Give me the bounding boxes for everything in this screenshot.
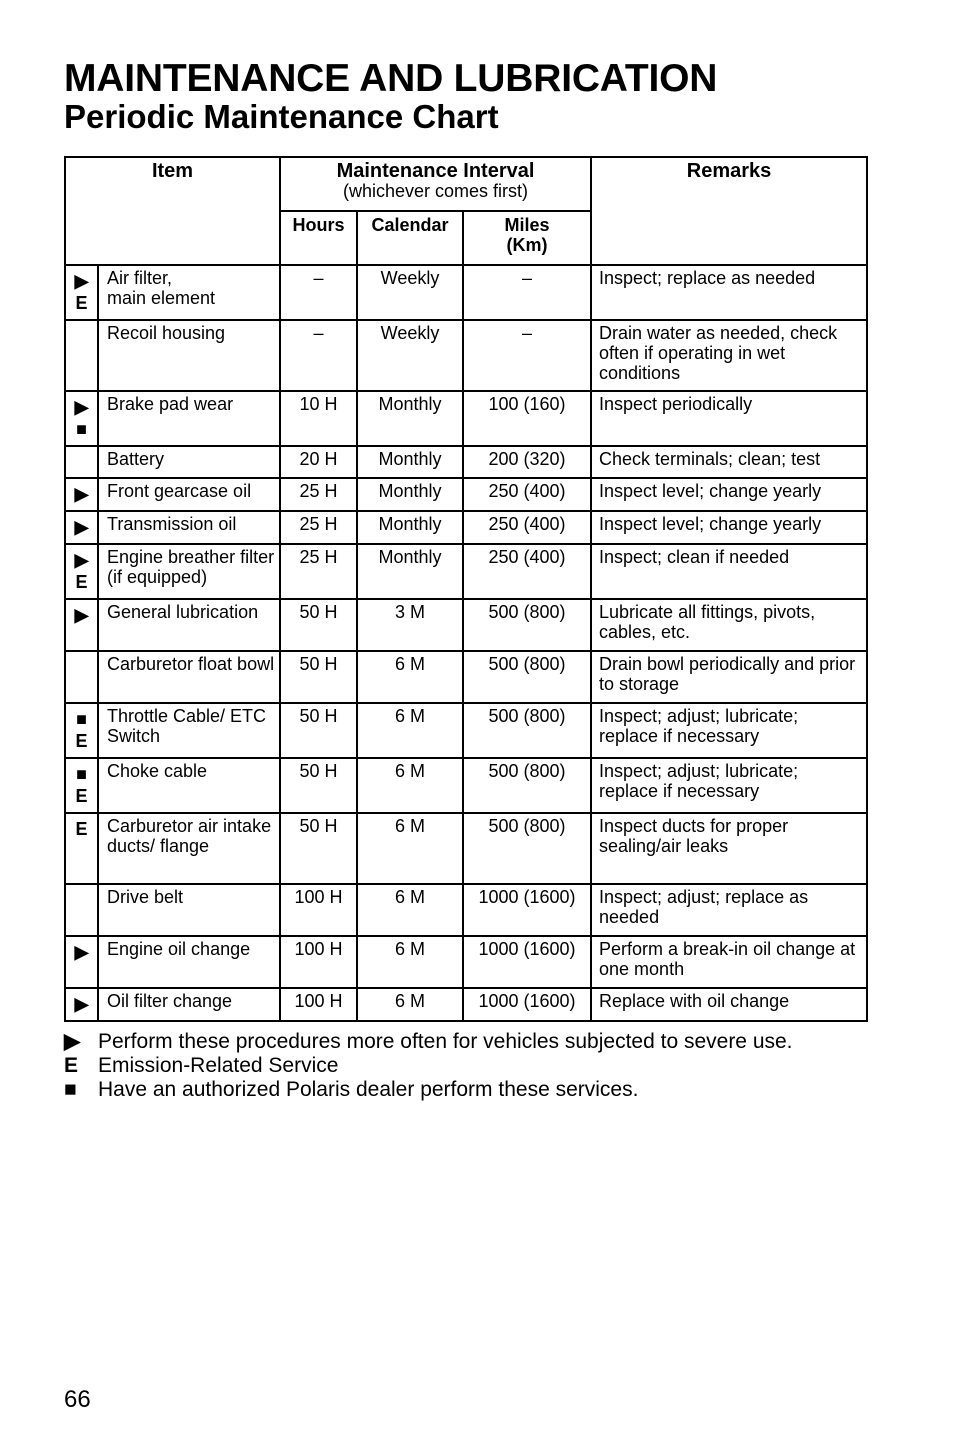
service-symbols bbox=[65, 478, 98, 511]
miles-cell: 500 (800) bbox=[463, 813, 591, 884]
table-row bbox=[65, 599, 867, 651]
severe-use-icon: ▶ bbox=[64, 1030, 81, 1053]
remarks-cell: Inspect; clean if needed bbox=[591, 544, 867, 599]
item-name: Battery bbox=[98, 446, 280, 478]
calendar-cell: Monthly bbox=[357, 391, 463, 446]
remarks-cell: Drain bowl periodically and prior to storage bbox=[591, 651, 867, 703]
service-symbols bbox=[65, 884, 98, 936]
miles-cell: – bbox=[463, 320, 591, 391]
service-symbols bbox=[65, 988, 98, 1021]
service-symbol: E bbox=[75, 819, 88, 839]
calendar-cell: Monthly bbox=[357, 544, 463, 599]
service-symbol: ▶ bbox=[74, 397, 89, 417]
calendar-cell: 6 M bbox=[357, 758, 463, 813]
miles-cell: 500 (800) bbox=[463, 758, 591, 813]
item-name: Engine oil change bbox=[98, 936, 280, 988]
service-symbols bbox=[65, 936, 98, 988]
table-row bbox=[65, 446, 867, 478]
remarks-cell: Inspect periodically bbox=[591, 391, 867, 446]
legend-item bbox=[64, 1078, 793, 1102]
service-symbols bbox=[65, 320, 98, 391]
service-symbol: ▶ bbox=[74, 942, 89, 962]
legend bbox=[64, 1030, 793, 1102]
remarks-cell: Drain water as needed, check often if operating in wet conditions bbox=[591, 320, 867, 391]
item-name: Drive belt bbox=[98, 884, 280, 936]
service-symbols bbox=[65, 599, 98, 651]
table-row bbox=[65, 884, 867, 936]
miles-cell: – bbox=[463, 265, 591, 320]
hours-cell: 25 H bbox=[280, 478, 357, 511]
column-header-calendar: Calendar bbox=[357, 211, 463, 265]
table-row bbox=[65, 544, 867, 599]
remarks-cell: Inspect; adjust; lubricate; replace if necessary bbox=[591, 758, 867, 813]
remarks-cell: Inspect; replace as needed bbox=[591, 265, 867, 320]
hours-cell: 25 H bbox=[280, 511, 357, 544]
miles-cell: 100 (160) bbox=[463, 391, 591, 446]
service-symbols bbox=[65, 511, 98, 544]
service-symbol: ▶ bbox=[74, 605, 89, 625]
miles-cell: 500 (800) bbox=[463, 651, 591, 703]
service-symbol: ▶ bbox=[74, 994, 89, 1014]
table-row bbox=[65, 651, 867, 703]
service-symbols bbox=[65, 265, 98, 320]
hours-cell: 25 H bbox=[280, 544, 357, 599]
hours-cell: – bbox=[280, 265, 357, 320]
item-name: Recoil housing bbox=[98, 320, 280, 391]
item-name: Carburetor float bowl bbox=[98, 651, 280, 703]
remarks-cell: Replace with oil change bbox=[591, 988, 867, 1021]
page-subtitle: Periodic Maintenance Chart bbox=[64, 98, 499, 135]
miles-cell: 250 (400) bbox=[463, 544, 591, 599]
calendar-cell: 6 M bbox=[357, 651, 463, 703]
hours-cell: 20 H bbox=[280, 446, 357, 478]
item-name: Choke cable bbox=[98, 758, 280, 813]
table-row bbox=[65, 320, 867, 391]
calendar-cell: Weekly bbox=[357, 265, 463, 320]
legend-item bbox=[64, 1054, 793, 1078]
miles-cell: 200 (320) bbox=[463, 446, 591, 478]
table-row bbox=[65, 758, 867, 813]
remarks-cell: Inspect; adjust; lubricate; replace if necessary bbox=[591, 703, 867, 758]
item-name: Throttle Cable/ ETC Switch bbox=[98, 703, 280, 758]
legend-text: Emission-Related Service bbox=[98, 1054, 339, 1077]
table-row bbox=[65, 703, 867, 758]
item-name: Carburetor air intake ducts/ flange bbox=[98, 813, 280, 884]
maintenance-chart bbox=[64, 156, 868, 1022]
column-header-interval bbox=[280, 157, 591, 211]
hours-cell: 50 H bbox=[280, 758, 357, 813]
item-name: Engine breather filter (if equipped) bbox=[98, 544, 280, 599]
service-symbol: ▶ bbox=[74, 271, 89, 291]
remarks-cell: Inspect ducts for proper sealing/air leaks bbox=[591, 813, 867, 884]
miles-cell: 1000 (1600) bbox=[463, 884, 591, 936]
hours-cell: 50 H bbox=[280, 599, 357, 651]
remarks-cell: Inspect level; change yearly bbox=[591, 478, 867, 511]
emission-icon: E bbox=[64, 1054, 79, 1077]
column-header-item: Item bbox=[65, 157, 280, 265]
page-title: MAINTENANCE AND LUBRICATION bbox=[64, 57, 718, 100]
item-name: Oil filter change bbox=[98, 988, 280, 1021]
service-symbol: ■ bbox=[76, 709, 87, 729]
service-symbols bbox=[65, 813, 98, 884]
hours-cell: 100 H bbox=[280, 884, 357, 936]
item-name: Brake pad wear bbox=[98, 391, 280, 446]
miles-cell: 500 (800) bbox=[463, 599, 591, 651]
table-row bbox=[65, 936, 867, 988]
service-symbol: E bbox=[75, 572, 88, 592]
remarks-cell: Perform a break-in oil change at one month bbox=[591, 936, 867, 988]
service-symbols bbox=[65, 703, 98, 758]
service-symbols bbox=[65, 544, 98, 599]
miles-cell: 250 (400) bbox=[463, 478, 591, 511]
service-symbol: ▶ bbox=[74, 484, 89, 504]
miles-cell: 500 (800) bbox=[463, 703, 591, 758]
table-row bbox=[65, 511, 867, 544]
hours-cell: 100 H bbox=[280, 988, 357, 1021]
calendar-cell: 6 M bbox=[357, 703, 463, 758]
hours-cell: 10 H bbox=[280, 391, 357, 446]
km-label: (Km) bbox=[506, 235, 548, 255]
service-symbol: E bbox=[75, 731, 88, 751]
calendar-cell: 6 M bbox=[357, 813, 463, 884]
dealer-service-icon: ■ bbox=[64, 1078, 77, 1101]
miles-cell: 250 (400) bbox=[463, 511, 591, 544]
calendar-cell: 6 M bbox=[357, 936, 463, 988]
column-header-hours: Hours bbox=[280, 211, 357, 265]
service-symbols bbox=[65, 758, 98, 813]
item-name: Front gearcase oil bbox=[98, 478, 280, 511]
service-symbols bbox=[65, 446, 98, 478]
table-row bbox=[65, 391, 867, 446]
column-header-miles bbox=[463, 211, 591, 265]
calendar-cell: 3 M bbox=[357, 599, 463, 651]
item-name: Air filter, main element bbox=[98, 265, 280, 320]
item-name: Transmission oil bbox=[98, 511, 280, 544]
service-symbol: E bbox=[75, 293, 88, 313]
miles-label: Miles bbox=[504, 215, 550, 235]
table-row bbox=[65, 813, 867, 884]
hours-cell: 100 H bbox=[280, 936, 357, 988]
table-row bbox=[65, 478, 867, 511]
page-number: 66 bbox=[64, 1386, 91, 1413]
legend-text: Have an authorized Polaris dealer perform these services. bbox=[98, 1078, 639, 1101]
miles-cell: 1000 (1600) bbox=[463, 988, 591, 1021]
column-header-remarks: Remarks bbox=[591, 157, 867, 265]
service-symbols bbox=[65, 651, 98, 703]
interval-note: (whichever comes first) bbox=[342, 181, 529, 201]
legend-text: Perform these procedures more often for vehicles subjected to severe use. bbox=[98, 1030, 793, 1053]
calendar-cell: Monthly bbox=[357, 478, 463, 511]
table-row bbox=[65, 988, 867, 1021]
table-row bbox=[65, 265, 867, 320]
service-symbols bbox=[65, 391, 98, 446]
calendar-cell: Monthly bbox=[357, 511, 463, 544]
remarks-cell: Inspect level; change yearly bbox=[591, 511, 867, 544]
calendar-cell: Monthly bbox=[357, 446, 463, 478]
hours-cell: 50 H bbox=[280, 651, 357, 703]
remarks-cell: Lubricate all fittings, pivots, cables, etc. bbox=[591, 599, 867, 651]
item-name: General lubrication bbox=[98, 599, 280, 651]
interval-label: Maintenance Interval bbox=[336, 160, 535, 182]
service-symbol: ▶ bbox=[74, 517, 89, 537]
service-symbol: E bbox=[75, 786, 88, 806]
remarks-cell: Check terminals; clean; test bbox=[591, 446, 867, 478]
legend-item bbox=[64, 1030, 793, 1054]
service-symbol: ■ bbox=[76, 419, 87, 439]
calendar-cell: 6 M bbox=[357, 988, 463, 1021]
hours-cell: – bbox=[280, 320, 357, 391]
hours-cell: 50 H bbox=[280, 703, 357, 758]
miles-cell: 1000 (1600) bbox=[463, 936, 591, 988]
hours-cell: 50 H bbox=[280, 813, 357, 884]
calendar-cell: 6 M bbox=[357, 884, 463, 936]
calendar-cell: Weekly bbox=[357, 320, 463, 391]
service-symbol: ▶ bbox=[74, 550, 89, 570]
service-symbol: ■ bbox=[76, 764, 87, 784]
remarks-cell: Inspect; adjust; replace as needed bbox=[591, 884, 867, 936]
